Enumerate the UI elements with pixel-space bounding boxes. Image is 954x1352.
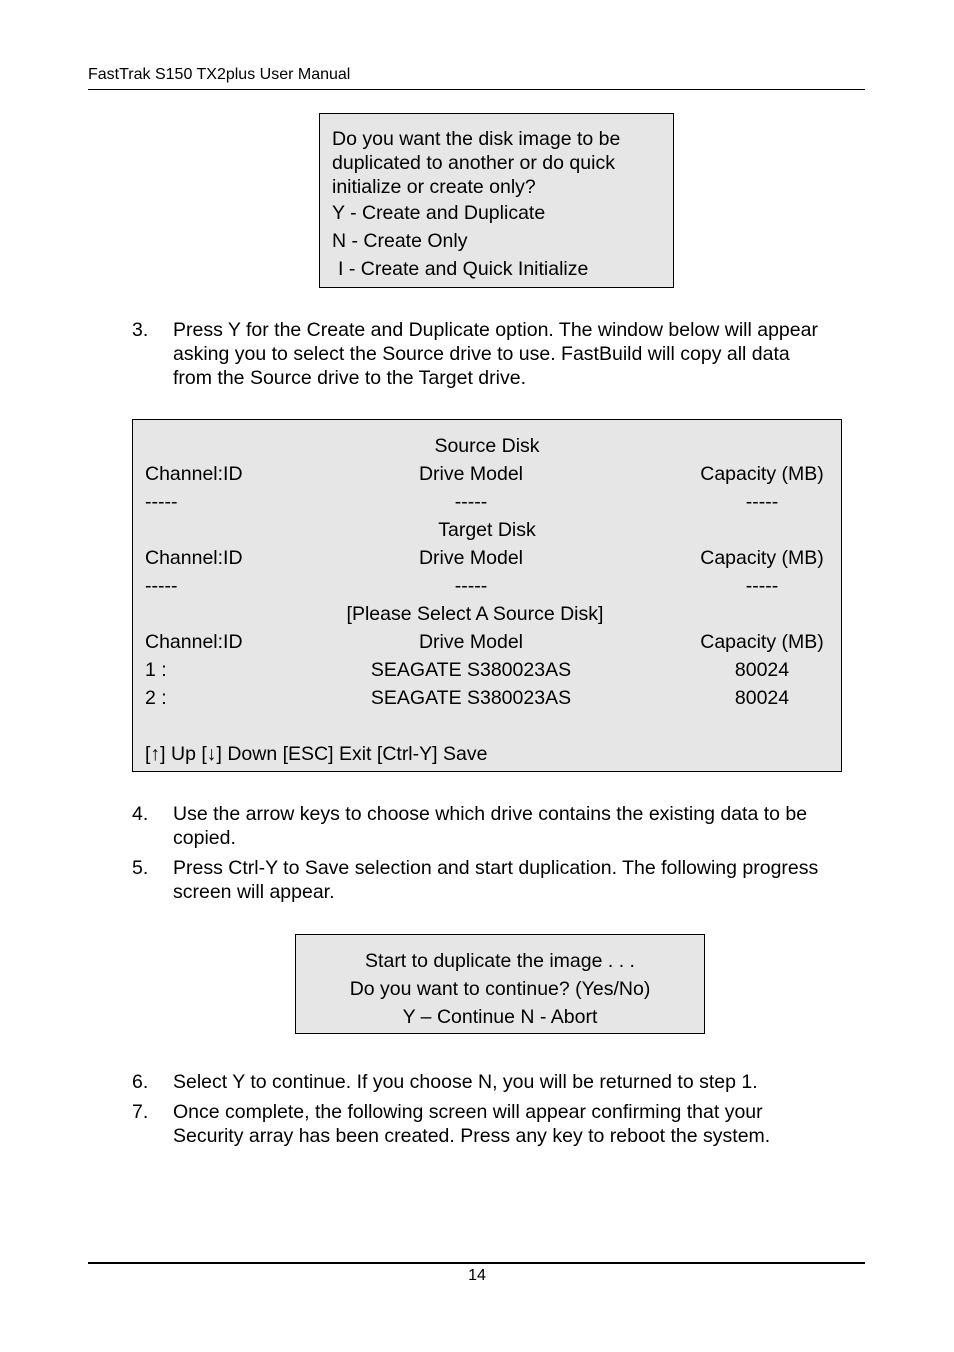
drive-row[interactable] bbox=[145, 684, 829, 712]
placeholder-model: ----- bbox=[454, 575, 488, 597]
key-hint: [↑] Up [↓] Down [ESC] Exit [Ctrl-Y] Save bbox=[145, 743, 488, 765]
col-channel-header: Channel:ID bbox=[145, 631, 243, 653]
step-number: 4. bbox=[132, 803, 149, 825]
step-6 bbox=[132, 1070, 862, 1094]
option-create-duplicate: Y - Create and Duplicate bbox=[332, 202, 546, 224]
step-number: 3. bbox=[132, 319, 149, 341]
select-source-title: [Please Select A Source Disk] bbox=[346, 603, 604, 625]
drive-capacity: 80024 bbox=[734, 659, 790, 681]
step-4 bbox=[132, 802, 862, 850]
dialog-question-line: duplicated to another or do quick bbox=[332, 152, 615, 174]
drive-capacity: 80024 bbox=[734, 687, 790, 709]
col-model-header: Drive Model bbox=[418, 547, 524, 569]
placeholder-channel: ----- bbox=[145, 575, 178, 597]
dialog-question-line: initialize or create only? bbox=[332, 176, 536, 198]
step-text-line: screen will appear. bbox=[173, 881, 335, 903]
drive-model: SEAGATE S380023AS bbox=[370, 687, 572, 709]
col-capacity-header: Capacity (MB) bbox=[700, 463, 824, 485]
header-rule bbox=[88, 89, 865, 90]
placeholder-capacity: ----- bbox=[745, 575, 779, 597]
drive-channel: 2 : bbox=[145, 687, 167, 709]
col-model-header: Drive Model bbox=[418, 631, 524, 653]
placeholder-capacity: ----- bbox=[745, 491, 779, 513]
page-number: 14 bbox=[468, 1267, 486, 1284]
target-disk-title: Target Disk bbox=[438, 519, 536, 541]
step-7 bbox=[132, 1100, 862, 1148]
step-number: 7. bbox=[132, 1101, 149, 1123]
source-disk-window bbox=[132, 419, 842, 772]
drive-row[interactable] bbox=[145, 656, 829, 684]
step-3 bbox=[132, 318, 862, 390]
duplicate-confirm-dialog bbox=[295, 934, 705, 1034]
col-model-header: Drive Model bbox=[418, 463, 524, 485]
disk-image-dialog bbox=[319, 113, 674, 288]
placeholder-channel: ----- bbox=[145, 491, 178, 513]
step-text-line: copied. bbox=[173, 827, 236, 849]
dialog-line: Y – Continue N - Abort bbox=[402, 1006, 598, 1028]
step-text-line: Security array has been created. Press any key to reboot the system. bbox=[173, 1125, 771, 1147]
col-channel-header: Channel:ID bbox=[145, 547, 243, 569]
drive-model: SEAGATE S380023AS bbox=[370, 659, 572, 681]
placeholder-model: ----- bbox=[454, 491, 488, 513]
dialog-line: Do you want to continue? (Yes/No) bbox=[349, 978, 651, 1000]
col-capacity-header: Capacity (MB) bbox=[700, 631, 824, 653]
step-text-line: from the Source drive to the Target drive. bbox=[173, 367, 526, 389]
step-text-line: Use the arrow keys to choose which drive contains the existing data to be bbox=[173, 803, 808, 825]
page-header: FastTrak S150 TX2plus User Manual bbox=[88, 66, 351, 83]
step-text-line: asking you to select the Source drive to use. FastBuild will copy all data bbox=[173, 343, 790, 365]
drive-channel: 1 : bbox=[145, 659, 167, 681]
option-create-quick-init: I - Create and Quick Initialize bbox=[338, 258, 589, 280]
col-capacity-header: Capacity (MB) bbox=[700, 547, 824, 569]
footer-rule bbox=[88, 1262, 865, 1264]
source-disk-title: Source Disk bbox=[434, 435, 540, 457]
dialog-question-line: Do you want the disk image to be bbox=[332, 128, 621, 150]
step-5 bbox=[132, 856, 862, 904]
step-text-line: Select Y to continue. If you choose N, you will be returned to step 1. bbox=[173, 1071, 758, 1093]
option-create-only: N - Create Only bbox=[332, 230, 468, 252]
step-text-line: Press Y for the Create and Duplicate option. The window below will appear bbox=[173, 319, 818, 341]
step-number: 6. bbox=[132, 1071, 149, 1093]
step-number: 5. bbox=[132, 857, 149, 879]
dialog-line: Start to duplicate the image . . . bbox=[365, 950, 635, 972]
step-text-line: Press Ctrl-Y to Save selection and start duplication. The following progress bbox=[173, 857, 819, 879]
step-text-line: Once complete, the following screen will appear confirming that your bbox=[173, 1101, 763, 1123]
col-channel-header: Channel:ID bbox=[145, 463, 243, 485]
